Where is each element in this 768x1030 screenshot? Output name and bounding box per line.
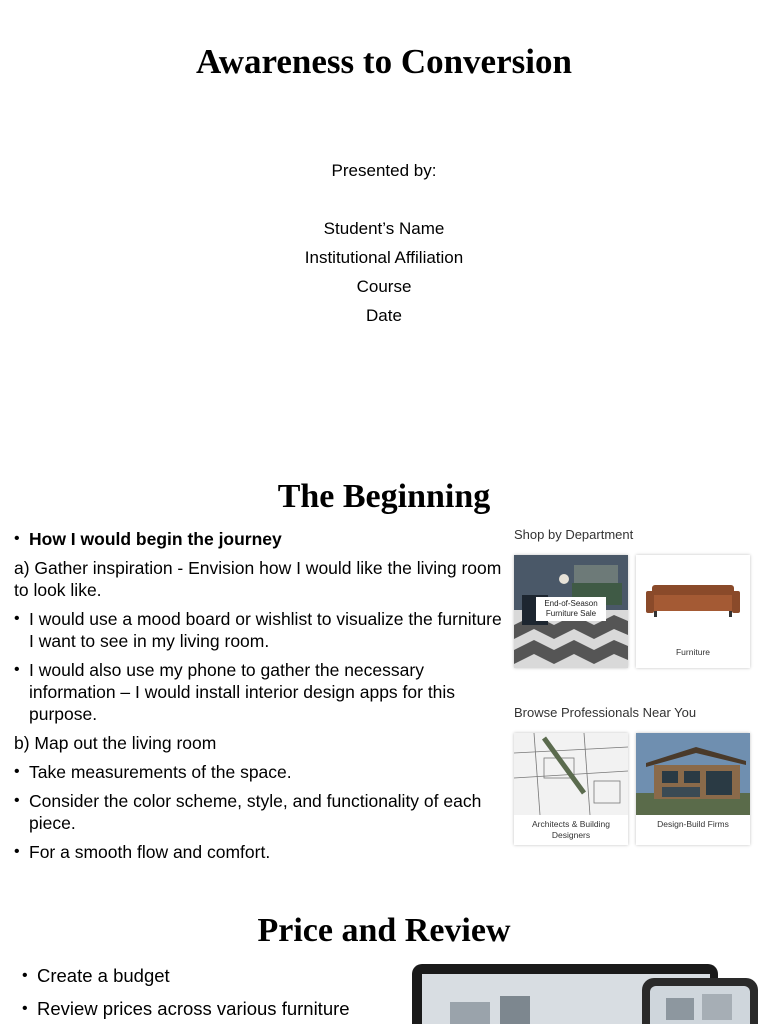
furniture-card[interactable] bbox=[636, 555, 750, 668]
bullet-marker: • bbox=[14, 763, 20, 780]
beginning-slide bbox=[0, 440, 768, 880]
institutional-affiliation: Institutional Affiliation bbox=[304, 248, 464, 267]
bullet-item bbox=[14, 608, 504, 652]
bullet-marker: • bbox=[22, 1000, 28, 1017]
design-build-card[interactable] bbox=[636, 733, 750, 845]
blueprint-photo bbox=[514, 733, 628, 815]
bullet-item bbox=[14, 659, 504, 725]
slide-title: Price and Review bbox=[257, 912, 511, 949]
card-caption: Design-Build Firms bbox=[657, 819, 729, 829]
slide-title: The Beginning bbox=[277, 478, 491, 515]
bullet-marker: • bbox=[22, 967, 28, 984]
card-caption: Architects & Building Designers bbox=[532, 819, 610, 840]
bullet-item bbox=[22, 997, 402, 1021]
architects-card[interactable] bbox=[514, 733, 628, 845]
title-slide bbox=[0, 0, 768, 440]
sofa-photo bbox=[636, 555, 750, 643]
bullet-marker: • bbox=[14, 530, 20, 547]
bullet-text: Create a budget bbox=[37, 965, 170, 986]
bullet-item bbox=[14, 790, 504, 834]
bullet-marker: • bbox=[14, 792, 20, 809]
course: Course bbox=[356, 277, 412, 296]
date: Date bbox=[366, 306, 402, 325]
presented-by-label: Presented by: bbox=[331, 161, 437, 180]
slide-body bbox=[22, 964, 402, 1030]
bullet-text: How I would begin the journey bbox=[29, 529, 282, 549]
sale-card bbox=[514, 555, 628, 668]
slide-title: Awareness to Conversion bbox=[196, 42, 572, 81]
paragraph: b) Map out the living room bbox=[14, 733, 217, 753]
price-review-slide bbox=[0, 880, 768, 1024]
bullet-item bbox=[14, 841, 504, 863]
bullet-item bbox=[22, 964, 402, 988]
bullet-text: I would use a mood board or wishlist to visualize the furniture I want to see in my living room. bbox=[29, 609, 502, 651]
student-name: Student’s Name bbox=[323, 219, 445, 238]
bullet-text: Review prices across various furniture bbox=[37, 998, 350, 1019]
bullet-text: Take measurements of the space. bbox=[29, 762, 292, 782]
presenter-info bbox=[0, 156, 768, 330]
bullet-marker: • bbox=[14, 610, 20, 627]
browse-professionals-heading: Browse Professionals Near You bbox=[514, 705, 697, 720]
sale-badge: End-of-Season Furniture Sale bbox=[536, 597, 606, 621]
slide-body bbox=[14, 528, 504, 864]
bullet-text: Consider the color scheme, style, and functionality of each piece. bbox=[29, 791, 482, 833]
bullet-item bbox=[14, 528, 504, 550]
house-photo bbox=[636, 733, 750, 815]
bullet-text: For a smooth flow and comfort. bbox=[29, 842, 271, 862]
paragraph: a) Gather inspiration - Envision how I would like the living room to look like. bbox=[14, 558, 502, 600]
shop-by-department-heading: Shop by Department bbox=[514, 527, 634, 542]
bullet-marker: • bbox=[14, 843, 20, 860]
bullet-item bbox=[14, 761, 504, 783]
shop-screenshot bbox=[510, 523, 755, 848]
spacer bbox=[0, 185, 768, 214]
devices-image bbox=[410, 962, 762, 1024]
bullet-marker: • bbox=[14, 661, 20, 678]
bullet-text: I would also use my phone to gather the necessary information – I would install interior design apps for this purpose. bbox=[29, 660, 456, 724]
card-caption: Furniture bbox=[675, 647, 710, 657]
